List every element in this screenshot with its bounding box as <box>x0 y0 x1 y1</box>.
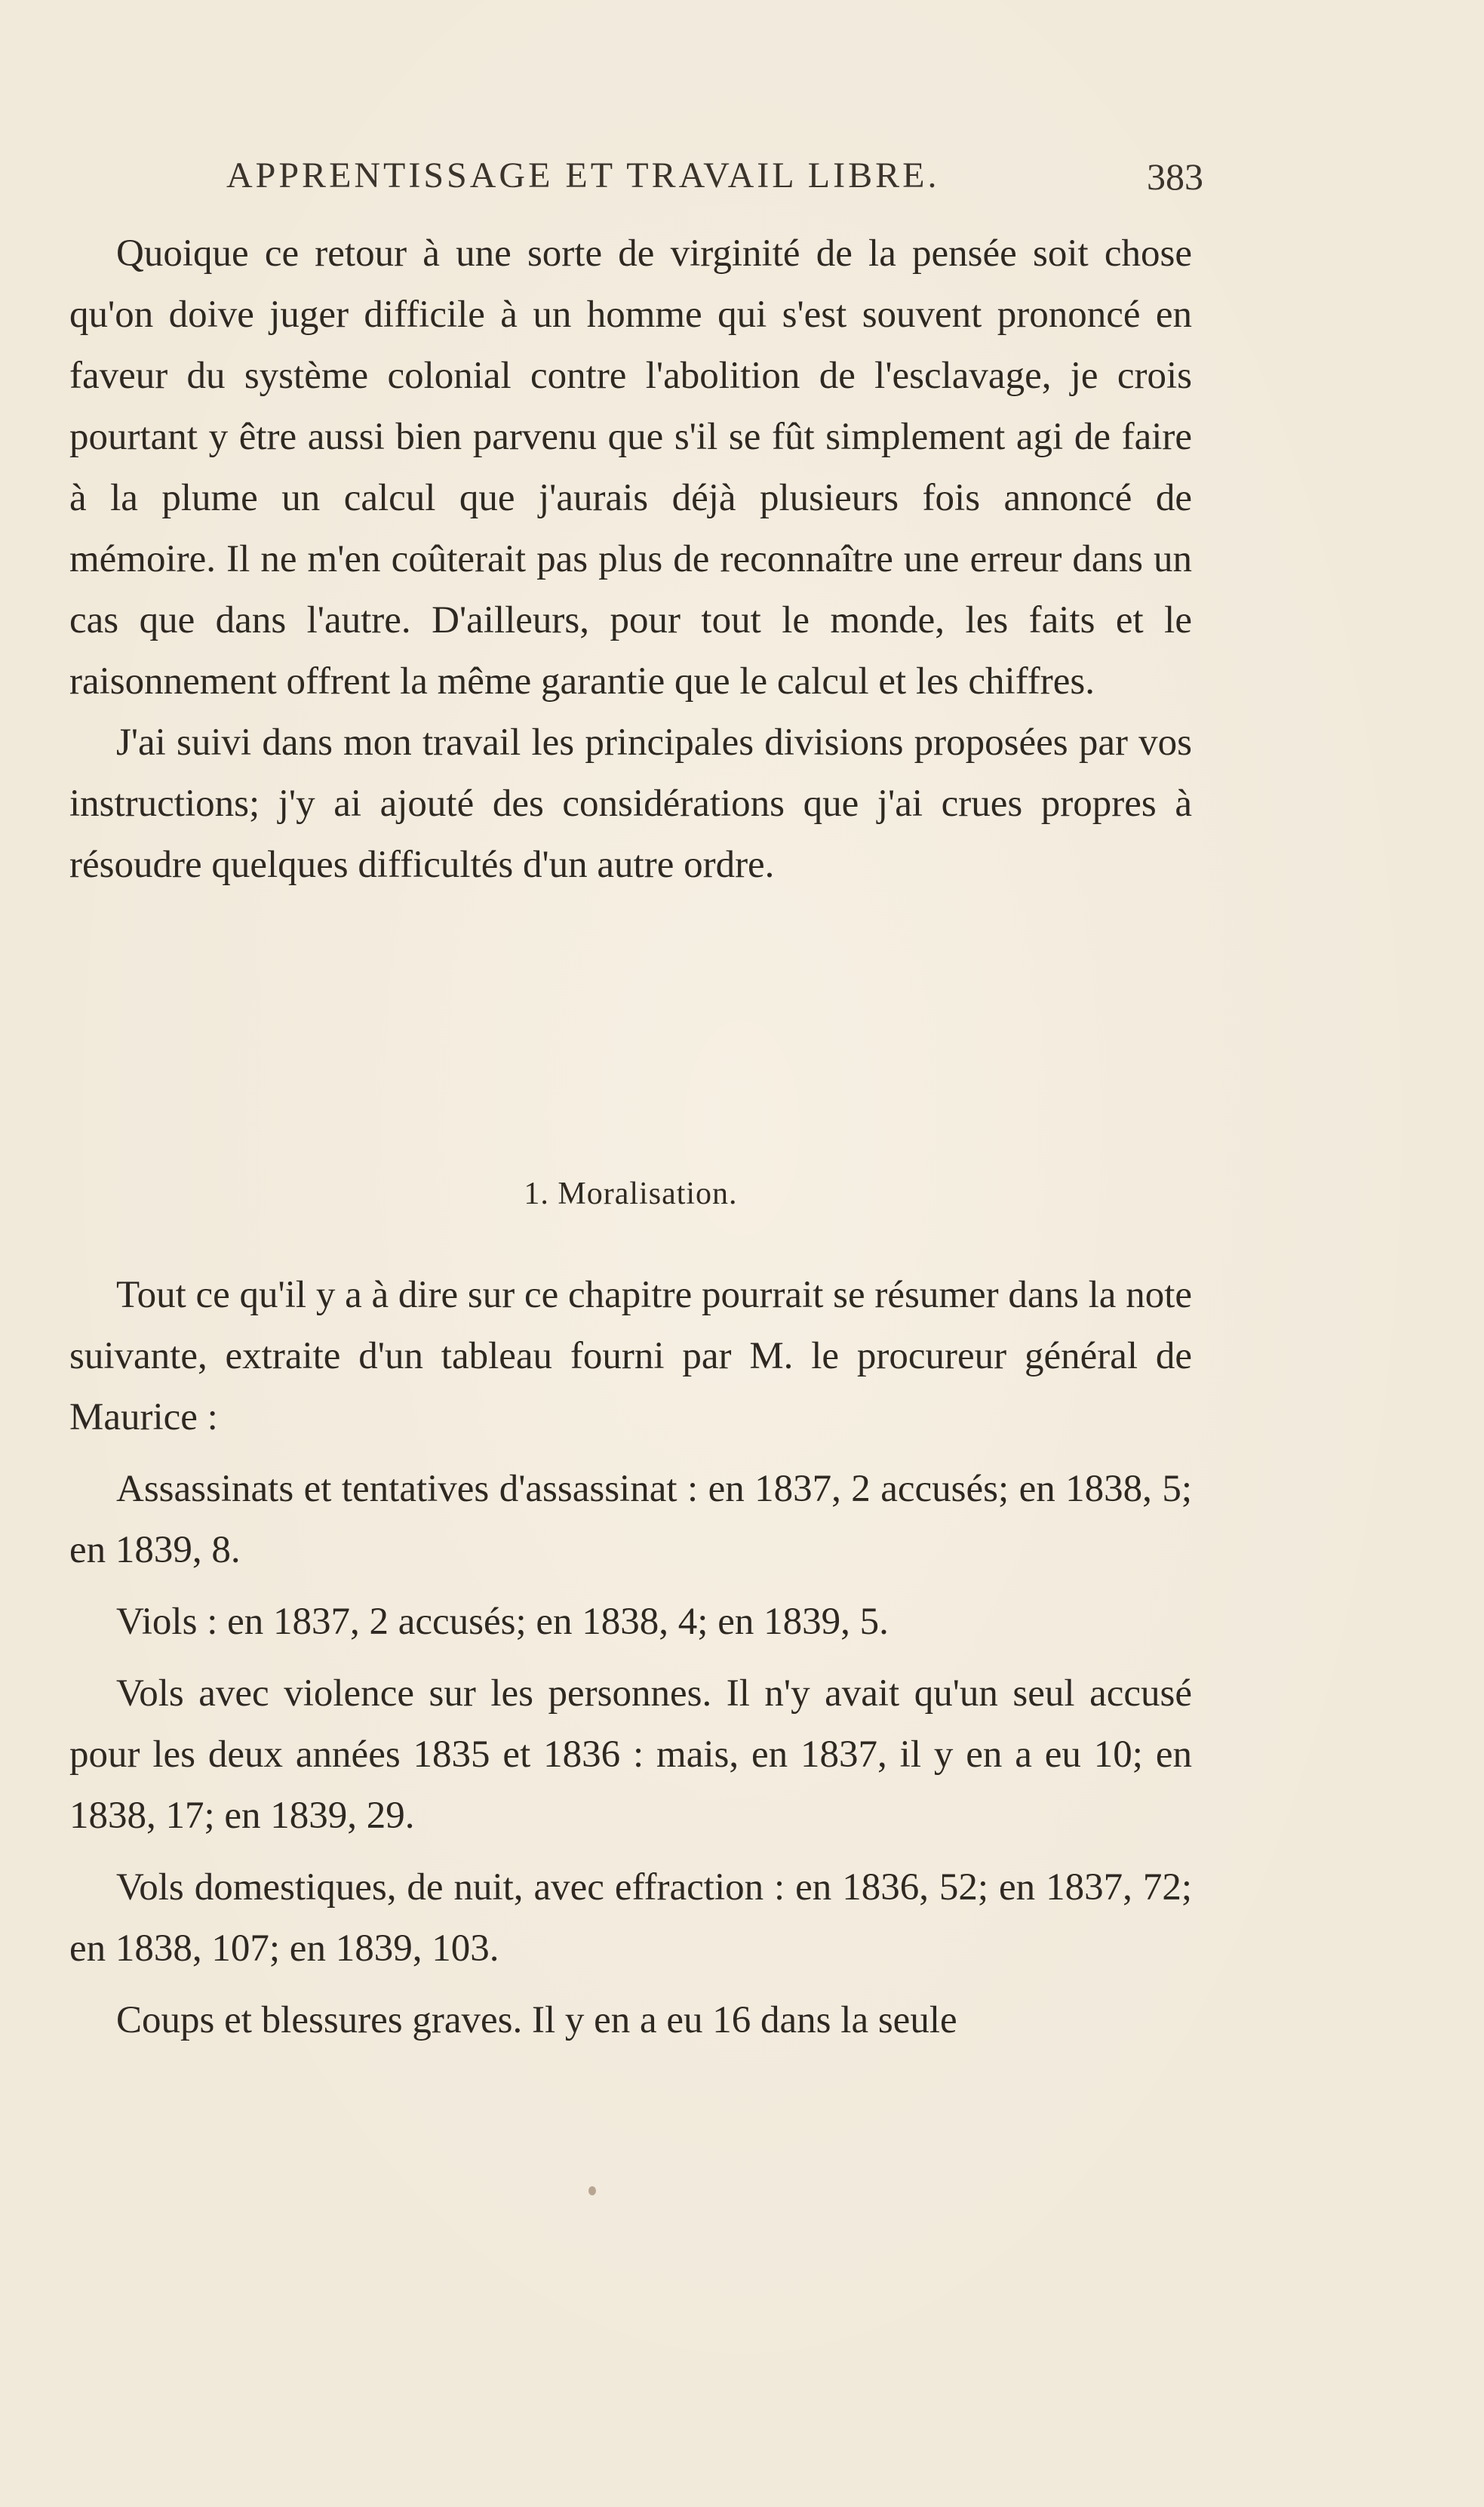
paragraph: Vols domestiques, de nuit, avec effraction : en 1836, 52; en 1837, 72; en 1838, 107; en 1839, 103. <box>69 1866 1192 1970</box>
paragraph: Quoique ce retour à une sorte de virginité de la pensée soit chose qu'on doive juger difficile à un homme qui s'est souvent prononcé en faveur du système colonial contre l'abolition de l'esclavage, je crois pourtant y être aussi bien parvenu que s'il se fût simplement agi de faire à la plume un calcul que j'aurais déjà plusieurs fois annoncé de mémoire. Il ne m'en coûterait pas plus de reconnaître une erreur dans un cas que dans l'autre. D'ailleurs, pour tout le monde, les faits et le raisonnement offrent la même garantie que le calcul et les chiffres. <box>69 232 1192 703</box>
paragraph: Vols avec violence sur les personnes. Il n'y avait qu'un seul accusé pour les deux années 1835 et 1836 : mais, en 1837, il y en a eu 10; en 1838, 17; en 1839, 29. <box>69 1672 1192 1837</box>
paragraph: J'ai suivi dans mon travail les principales divisions proposées par vos instructions; j'y ai ajouté des considérations que j'ai crues propres à résoudre quelques difficultés d'un autre ordre. <box>69 721 1192 886</box>
section-heading: 1. Moralisation. <box>524 1177 738 1211</box>
paragraph: Assassinats et tentatives d'assassinat : en 1837, 2 accusés; en 1838, 5; en 1839, 8. <box>69 1468 1192 1571</box>
paragraph: Viols : en 1837, 2 accusés; en 1838, 4; en 1839, 5. <box>116 1601 889 1643</box>
page-number: 383 <box>1147 155 1203 198</box>
page-body <box>69 223 1192 2041</box>
paragraph: Tout ce qu'il y a à dire sur ce chapitre pourrait se résumer dans la note suivante, extraite d'un tableau fourni par M. le procureur général de Maurice : <box>69 1274 1192 1438</box>
page-header <box>226 155 1203 208</box>
paragraph: Coups et blessures graves. Il y en a eu 16 dans la seule <box>116 1999 957 2041</box>
running-head: APPRENTISSAGE ET TRAVAIL LIBRE. <box>226 155 940 195</box>
paper-speck <box>588 2186 596 2195</box>
section-text <box>69 1265 1192 2051</box>
intro-text <box>69 223 1192 896</box>
